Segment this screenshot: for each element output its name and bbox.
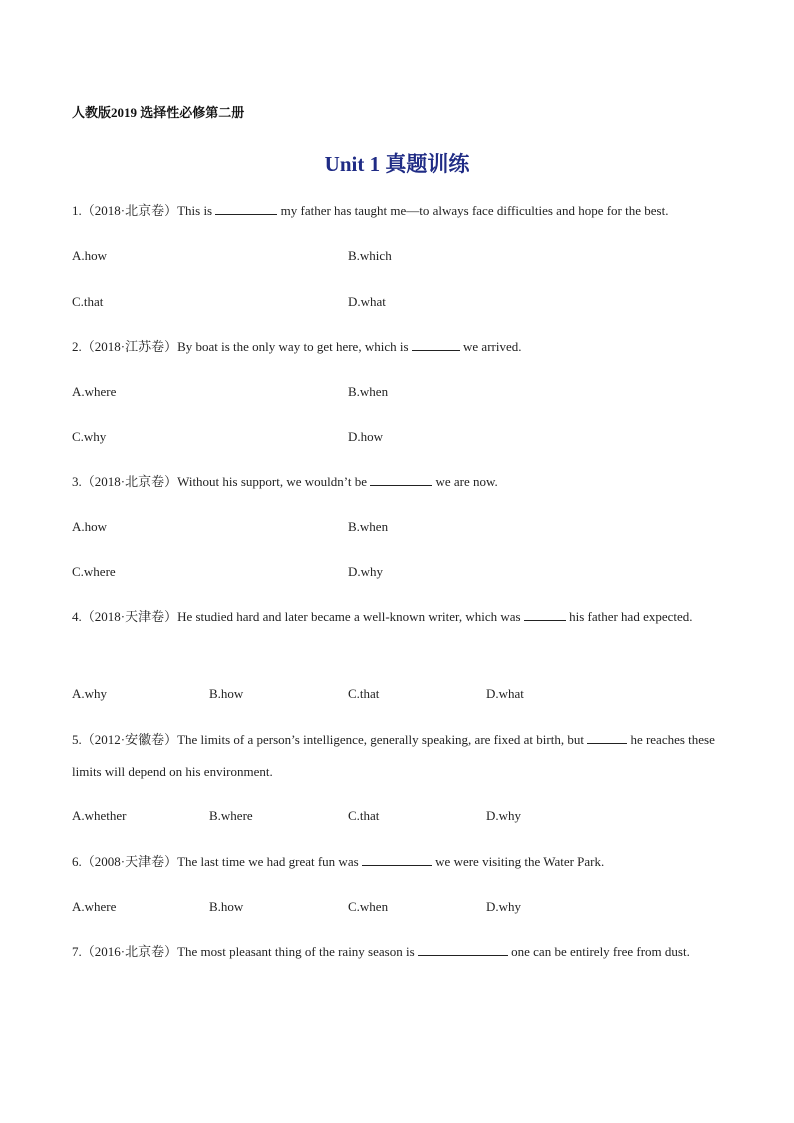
question-6-blank[interactable]: [362, 851, 432, 866]
question-1-option-d[interactable]: D.what: [348, 294, 386, 309]
question-2-option-d[interactable]: D.how: [348, 429, 384, 444]
question-6: [72, 846, 722, 878]
question-6-option-d[interactable]: D.why: [486, 899, 522, 914]
question-4-option-a[interactable]: A.why: [72, 686, 108, 701]
question-5-option-c[interactable]: C.that: [348, 808, 380, 823]
question-3-option-c[interactable]: C.where: [72, 564, 116, 579]
question-5-prefix: 5.（2012·安徽卷）The limits of a person’s intelligence, generally speaking, are fixed at birth, but: [72, 732, 588, 747]
question-4-prefix: 4.（2018·天津卷）He studied hard and later became a well-known writer, which was: [72, 609, 524, 624]
question-1-option-c[interactable]: C.that: [72, 294, 104, 309]
question-2-suffix: we arrived.: [459, 339, 522, 354]
question-1-suffix: my father has taught me—to always face difficulties and hope for the best.: [277, 203, 669, 218]
question-7-blank[interactable]: [418, 941, 508, 956]
question-2-option-c[interactable]: C.why: [72, 429, 107, 444]
question-4-suffix: his father had expected.: [565, 609, 693, 624]
question-2: [72, 331, 722, 363]
question-6-option-a[interactable]: A.where: [72, 899, 117, 914]
question-3-option-d[interactable]: D.why: [348, 564, 384, 579]
question-5-option-a[interactable]: A.whether: [72, 808, 127, 823]
question-3-option-a[interactable]: A.how: [72, 519, 108, 534]
question-3-suffix: we are now.: [432, 474, 498, 489]
question-2-prefix: 2.（2018·江苏卷）By boat is the only way to get here, which is: [72, 339, 412, 354]
question-5-option-b[interactable]: B.where: [209, 808, 253, 823]
document-header: 人教版2019 选择性必修第二册: [72, 105, 245, 120]
question-6-option-b[interactable]: B.how: [209, 899, 244, 914]
question-6-option-c[interactable]: C.when: [348, 899, 389, 914]
question-7-suffix: one can be entirely free from dust.: [507, 944, 690, 959]
question-4-option-c[interactable]: C.that: [348, 686, 380, 701]
question-4-option-b[interactable]: B.how: [209, 686, 244, 701]
question-3-option-b[interactable]: B.when: [348, 519, 389, 534]
question-1: [72, 195, 722, 227]
question-3-prefix: 3.（2018·北京卷）Without his support, we wouldn’t be: [72, 474, 371, 489]
question-3-blank[interactable]: [370, 471, 432, 486]
question-2-option-a[interactable]: A.where: [72, 384, 117, 399]
question-1-blank[interactable]: [215, 200, 277, 215]
question-4-blank[interactable]: [524, 606, 566, 621]
question-7-prefix: 7.（2016·北京卷）The most pleasant thing of the rainy season is: [72, 944, 418, 959]
question-2-option-b[interactable]: B.when: [348, 384, 389, 399]
question-5: [72, 724, 722, 788]
question-4: [72, 601, 722, 633]
question-3: [72, 466, 722, 498]
question-6-prefix: 6.（2008·天津卷）The last time we had great fun was: [72, 854, 362, 869]
question-5-suffix: he reaches these limits will depend on his environment.: [72, 732, 715, 779]
question-6-suffix: we were visiting the Water Park.: [431, 854, 605, 869]
question-1-prefix: 1.（2018·北京卷）This is: [72, 203, 216, 218]
question-2-blank[interactable]: [412, 336, 460, 351]
question-7: [72, 936, 722, 968]
question-5-blank[interactable]: [587, 729, 627, 744]
question-1-option-b[interactable]: B.which: [348, 248, 392, 263]
page-title: Unit 1 真题训练: [324, 152, 470, 176]
question-4-option-d[interactable]: D.what: [486, 686, 524, 701]
question-1-option-a[interactable]: A.how: [72, 248, 108, 263]
question-5-option-d[interactable]: D.why: [486, 808, 522, 823]
